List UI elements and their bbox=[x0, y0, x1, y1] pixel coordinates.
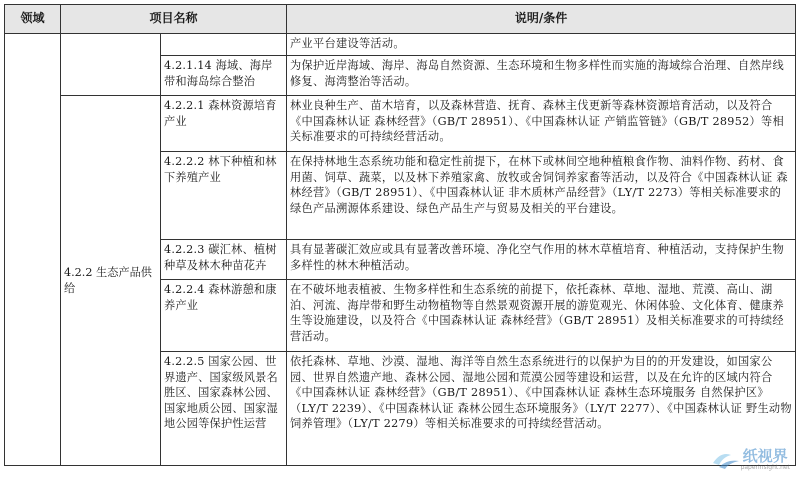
description-cell: 具有显著碳汇效应或具有显著改善环境、净化空气作用的林木草植培育、种植活动，支持保护生物多样性的林木种植活动。 bbox=[287, 240, 796, 280]
project-table bbox=[4, 4, 796, 466]
project-name-cell: 4.2.2.5 国家公园、世界遗产、国家级风景名胜区、国家森林公园、国家地质公园、国家湿地公园等保护性运营 bbox=[161, 352, 287, 466]
description-cell: 在保持林地生态系统功能和稳定性前提下，在林下或林间空地种植粮食作物、油料作物、药材、食用菌、饲草、蔬菜，以及林下养殖家禽、放牧或舍饲饲养家畜等活动，以及符合《中国森林认证 森林经营》（GB/T 28951）、《中国森林认证 非木质林产品经营》（LY/T 2273）等相关标准要求的绿色产品溯源体系建设、绿色产品生产与贸易及相关的平台建设。 bbox=[287, 152, 796, 240]
watermark-url: paperinsight.net bbox=[740, 464, 790, 471]
description-cell: 在不破坏地表植被、生物多样性和生态系统的前提下，依托森林、草地、湿地、荒漠、高山、湖泊、河流、海岸带和野生动物植物等自然景观资源开展的游览观光、休闲体验、文化体育、健康养生等设施建设，以及符合《中国森林认证 森林经营》（GB/T 28951）及相关标准要求的可持续经营活动。 bbox=[287, 280, 796, 352]
project-name-cell: 4.2.2.2 林下种植和林下养殖产业 bbox=[161, 152, 287, 240]
header-description: 说明/条件 bbox=[287, 5, 796, 34]
description-cell: 产业平台建设等活动。 bbox=[287, 34, 796, 56]
project-name-cell bbox=[161, 34, 287, 56]
table-row bbox=[5, 34, 796, 56]
project-name-cell: 4.2.2.3 碳汇林、植树种草及林木种苗花卉 bbox=[161, 240, 287, 280]
category-cell-upper bbox=[61, 34, 161, 96]
project-name-cell: 4.2.2.4 森林游憩和康养产业 bbox=[161, 280, 287, 352]
description-cell: 为保护近岸海域、海岸、海岛自然资源、生态环境和生物多样性而实施的海域综合治理、自然岸线修复、海湾整治等活动。 bbox=[287, 56, 796, 96]
watermark-text: 纸视界 bbox=[742, 447, 788, 465]
table-row bbox=[5, 96, 796, 152]
domain-cell bbox=[5, 34, 61, 466]
paper-insight-logo-icon bbox=[711, 449, 741, 471]
description-cell: 林业良种生产、苗木培育，以及森林营造、抚育、森林主伐更新等森林资源培育活动，以及符合《中国森林认证 森林经营》（GB/T 28951）、《中国森林认证 产销监管链》（GB/T 28952）等相关标准要求的可持续经营活动。 bbox=[287, 96, 796, 152]
document-page bbox=[4, 4, 796, 475]
header-domain: 领域 bbox=[5, 5, 61, 34]
project-name-cell: 4.2.1.14 海域、海岸带和海岛综合整治 bbox=[161, 56, 287, 96]
description-cell: 依托森林、草地、沙漠、湿地、海洋等自然生态系统进行的以保护为目的的开发建设，如国家公园、世界自然遗产地、森林公园、湿地公园和荒漠公园等建设和运营，以及在允许的区域内符合《中国森林认证 森林经营》（GB/T 28951）、《中国森林认证 森林生态环境服务 自然保护区》（LY/T 2239）、《中国森林认证 森林公园生态环境服务》（LY/T 2277）、《中国森林认证 野生动物饲养管理》（LY/T 2279）等相关标准要求的可持续经营活动。 bbox=[287, 352, 796, 466]
category-cell-ecological-products: 4.2.2 生态产品供给 bbox=[61, 96, 161, 466]
header-project-name: 项目名称 bbox=[61, 5, 287, 34]
table-header-row bbox=[5, 5, 796, 34]
project-name-cell: 4.2.2.1 森林资源培育产业 bbox=[161, 96, 287, 152]
watermark bbox=[711, 448, 790, 471]
